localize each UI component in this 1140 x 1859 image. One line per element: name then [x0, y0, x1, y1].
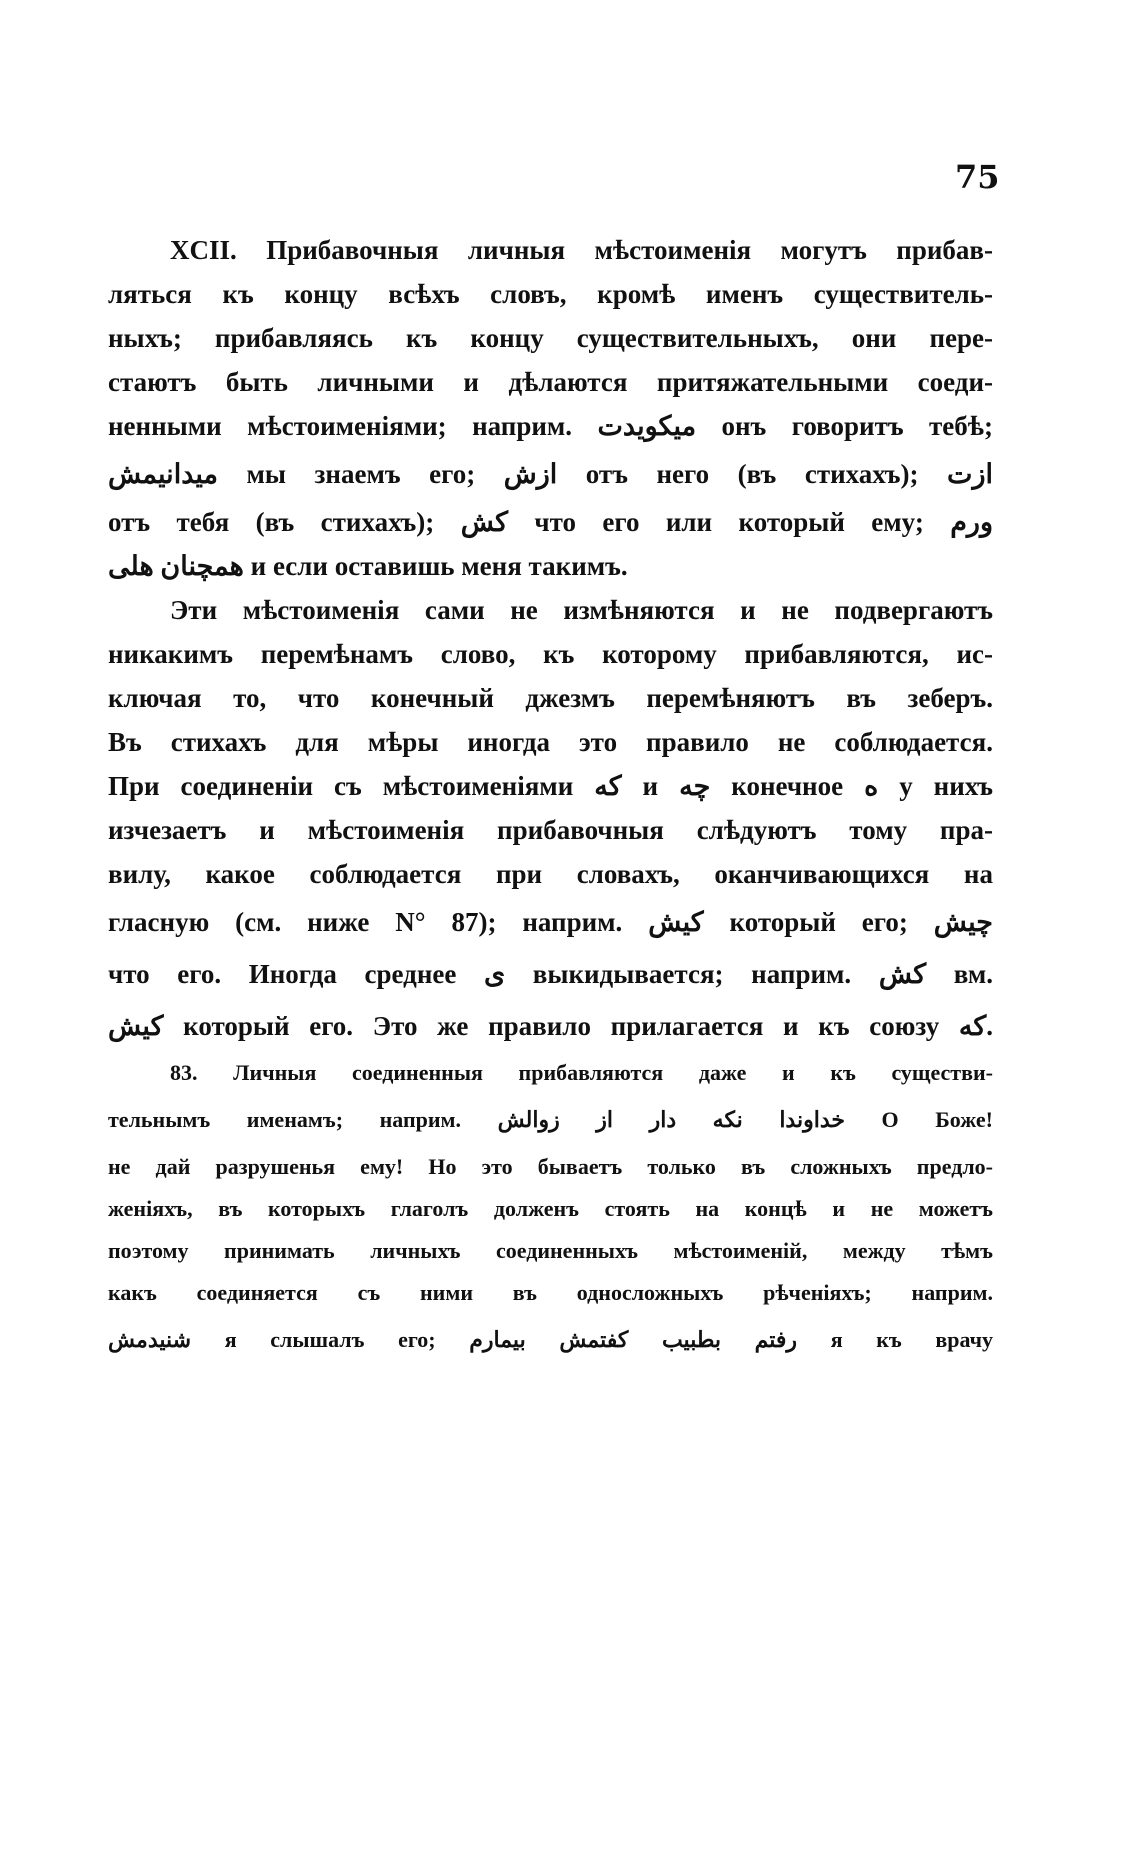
text-line: При соединеніи съ мѣстоименіями که и چه конечное ه у нихъ [108, 771, 993, 801]
text-line: стаютъ быть личными и дѣлаются притяжательными соеди- [108, 367, 993, 397]
text-line: какъ соединяется съ ними въ односложныхъ рѣченіяхъ; наприм. [108, 1280, 993, 1305]
text-line: 83. Личныя соединенныя прибавляются даже и къ существи- [170, 1060, 993, 1085]
page-number: 75 [955, 158, 1000, 196]
text-line: гласную (см. ниже N° 87); наприм. کیش который его; چیش [108, 907, 993, 937]
text-line: ляться къ концу всѣхъ словъ, кромѣ именъ существитель- [108, 279, 993, 309]
text-line: вилу, какое соблюдается при словахъ, оканчивающихся на [108, 859, 993, 889]
text-line: никакимъ перемѣнамъ слово, къ которому прибавляются, ис- [108, 639, 993, 669]
text-line: کیش который его. Это же правило прилагается и къ союзу که. [108, 1011, 993, 1041]
text-line: изчезаетъ и мѣстоименія прибавочныя слѣдуютъ тому пра- [108, 815, 993, 845]
text-line: что его. Иногда среднее ی выкидывается; наприм. کش вм. [108, 959, 993, 989]
text-line: отъ тебя (въ стихахъ); کش что его или который ему; ورم [108, 507, 993, 537]
body-text [108, 228, 993, 1366]
text-line: Въ стихахъ для мѣры иногда это правило не соблюдается. [108, 727, 993, 757]
text-line: тельнымъ именамъ; наприм. خداوندا نکه دار از زوالش О Боже! [108, 1107, 993, 1132]
text-line: ненными мѣстоименіями; наприм. میکویدت онъ говоритъ тебѣ; [108, 411, 993, 441]
text-line: не дай разрушенья ему! Но это бываетъ только въ сложныхъ предло- [108, 1154, 993, 1179]
text-line: شنیدمش я слышалъ его; رفتم بطبیب کفتمش بیمارم я къ врачу [108, 1327, 993, 1352]
text-line: میدانیمش мы знаемъ его; ازش отъ него (въ стихахъ); ازت [108, 459, 993, 489]
text-line: Эти мѣстоименія сами не измѣняются и не подвергаютъ [170, 595, 993, 625]
text-line: XCII. Прибавочныя личныя мѣстоименія могутъ прибав- [170, 235, 993, 265]
text-line: ключая то, что конечный джезмъ перемѣняютъ въ зеберъ. [108, 683, 993, 713]
text-line: ныхъ; прибавляясь къ концу существительныхъ, они пере- [108, 323, 993, 353]
text-line: поэтому принимать личныхъ соединенныхъ мѣстоименій, между тѣмъ [108, 1238, 993, 1263]
text-line: женіяхъ, въ которыхъ глаголъ долженъ стоять на концѣ и не можетъ [108, 1196, 993, 1221]
text-line: همچنان هلی и если оставишь меня такимъ. [108, 551, 628, 581]
